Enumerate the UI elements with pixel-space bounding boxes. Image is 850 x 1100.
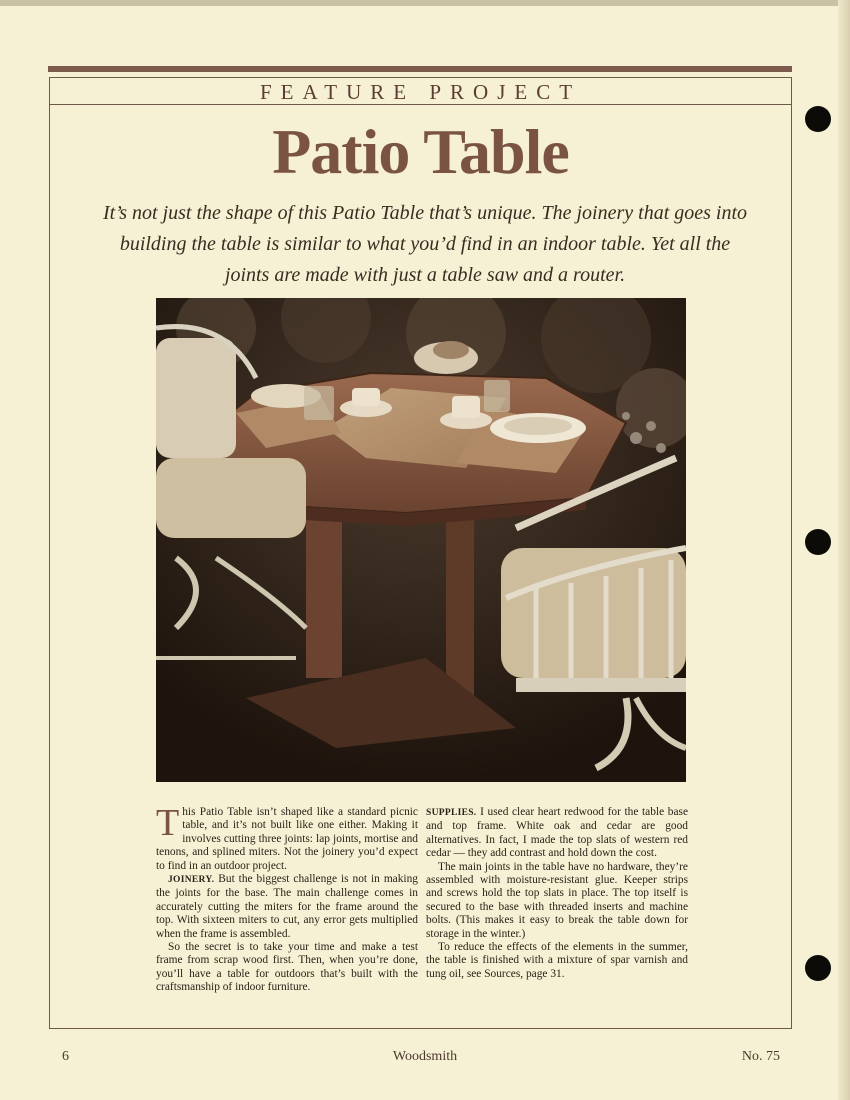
scan-edge	[0, 0, 850, 6]
article-dek: It’s not just the shape of this Patio Table that’s unique. The joinery that goes into building the table is similar to what you’d find in an indoor table. Yet all the joints are made with just a table saw and a router.	[102, 202, 748, 286]
binder-hole	[805, 106, 831, 132]
feature-photo	[156, 298, 686, 782]
joinery-paragraph	[156, 873, 418, 941]
issue-number: No. 75	[741, 1049, 780, 1064]
joinery-runin-head: JOINERY.	[168, 875, 215, 886]
joinery-text: But the biggest challenge is not in making the joints for the base. The main challenge comes in accurately cutting the miters for the frame around the top. With sixteen miters to cut, any error gets multiplied when the frame is assembled.	[156, 873, 418, 940]
intro-paragraph	[156, 802, 418, 873]
article-title: Patio Table	[272, 116, 569, 187]
drop-cap: T	[156, 802, 180, 844]
finish-paragraph: To reduce the effects of the elements in the summer, the table is finished with a mixture of spar varnish and tung oil, see Sources, page 31.	[426, 941, 688, 980]
binder-hole	[805, 529, 831, 555]
article-column-right	[426, 806, 688, 981]
section-kicker: FEATURE PROJECT	[259, 80, 582, 104]
intro-text: his Patio Table isn’t shaped like a standard picnic table, and it’s not built like one either. Making it involves cutting three joints: lap joints, mortise and tenons, and splined miters. Not the joinery you’d expect to find in an outdoor project.	[156, 806, 418, 872]
supplies-runin-head: SUPPLIES.	[426, 808, 477, 818]
magazine-name: Woodsmith	[392, 1049, 458, 1064]
supplies-paragraph	[426, 806, 688, 861]
binder-hole	[805, 955, 831, 981]
supplies-text: I used clear heart redwood for the table base and top frame. White oak and cedar are good alternatives. In fact, I made the top slats of western red cedar — they add contrast and hold down the cost.	[426, 806, 688, 860]
joints-paragraph: The main joints in the table have no hardware, they’re assembled with moisture-resistant glue. Keeper strips and screws hold the top slats in place. The top itself is secured to the base with threaded inserts and machine bolts. (This makes it easy to break the table down for storage in the winter.)	[426, 860, 688, 940]
top-rule	[48, 66, 792, 72]
page-number: 6	[62, 1049, 69, 1064]
secret-paragraph: So the secret is to take your time and make a test frame from scrap wood first. Then, when you’re done, you’ll have a table for outdoors that’s built with the craftsmanship of indoor furniture.	[156, 941, 418, 994]
page-edge	[838, 0, 850, 1100]
article-column-left	[156, 802, 418, 995]
patio-table-illustration	[156, 298, 686, 782]
